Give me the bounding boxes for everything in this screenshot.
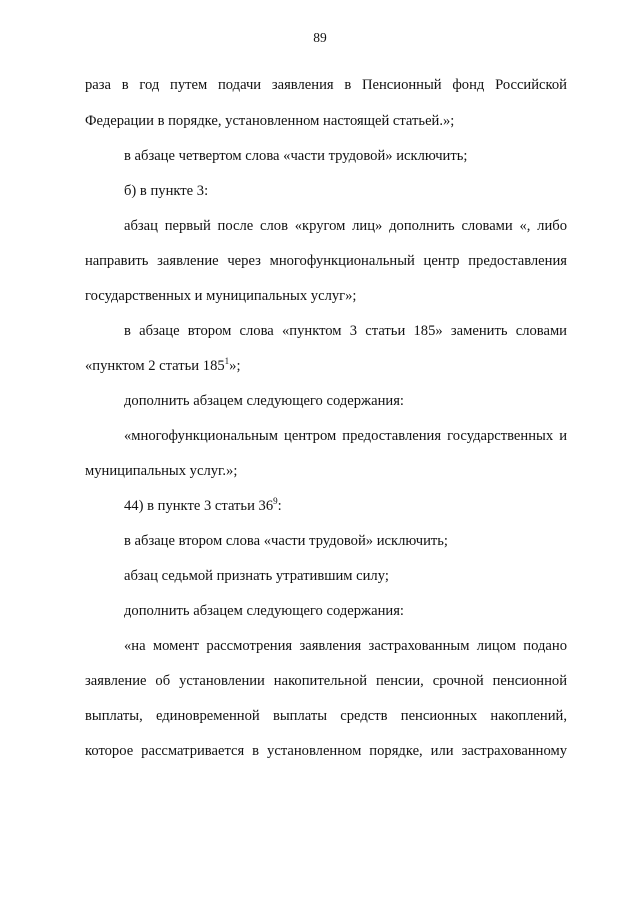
page-number: 89 [313, 30, 327, 45]
text-line: раза в год путем подачи заявления в Пенсионный фонд Российской [85, 77, 567, 93]
text-line: дополнить абзацем следующего содержания: [124, 603, 404, 619]
text-line: в абзаце втором слова «части трудовой» исключить; [124, 533, 448, 549]
text-fragment: »; [229, 358, 241, 374]
text-line: Федерации в порядке, установленном настоящей статьей.»; [85, 113, 455, 129]
text-line: в абзаце четвертом слова «части трудовой» исключить; [124, 148, 468, 164]
text-line: абзац первый после слов «кругом лиц» дополнить словами «, либо [124, 218, 567, 234]
text-line: «на момент рассмотрения заявления застрахованным лицом подано [124, 638, 567, 654]
text-line: государственных и муниципальных услуг»; [85, 288, 357, 304]
text-line: выплаты, единовременной выплаты средств пенсионных накоплений, [85, 708, 567, 724]
text-line [124, 497, 567, 515]
text-fragment: 44) в пункте 3 статьи 36 [124, 498, 274, 514]
text-line: дополнить абзацем следующего содержания: [124, 393, 404, 409]
superscript: 9 [273, 496, 278, 506]
text-line: «многофункциональным центром предоставления государственных и [124, 428, 567, 444]
text-line: направить заявление через многофункциональный центр предоставления [85, 253, 567, 269]
text-line: которое рассматривается в установленном порядке, или застрахованному [85, 743, 567, 759]
text-line [85, 357, 567, 375]
text-fragment: «пунктом 2 статьи 185 [85, 358, 225, 374]
text-line: заявление об установлении накопительной пенсии, срочной пенсионной [85, 673, 567, 689]
superscript: 1 [224, 356, 230, 366]
text-line: муниципальных услуг.»; [85, 463, 238, 479]
text-line: в абзаце втором слова «пунктом 3 статьи 185» заменить словами [124, 323, 567, 339]
text-fragment: : [277, 498, 282, 514]
text-line: б) в пункте 3: [124, 183, 209, 199]
text-line: абзац седьмой признать утратившим силу; [124, 568, 389, 584]
